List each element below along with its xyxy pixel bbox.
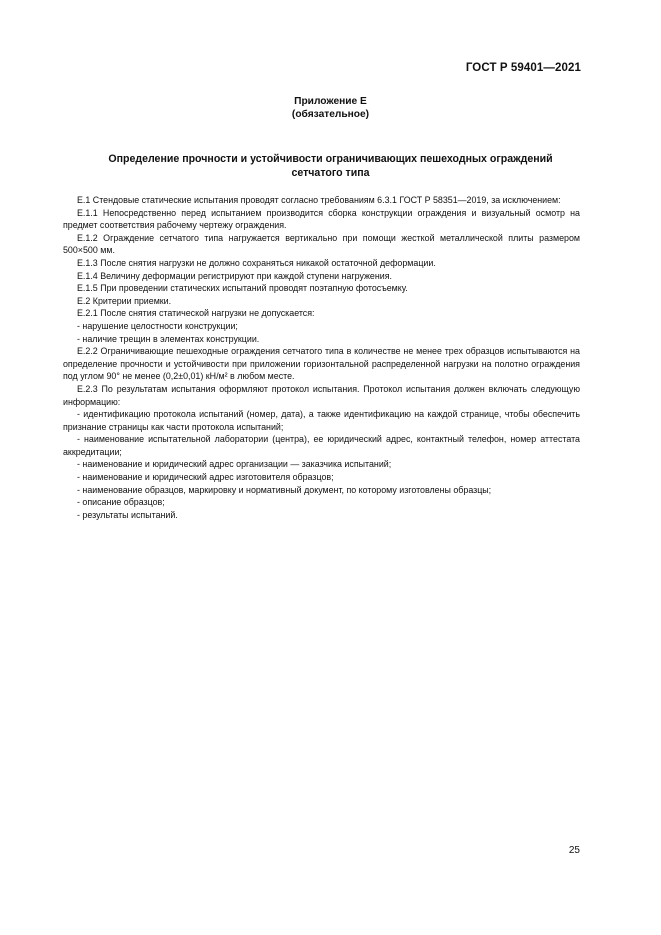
document-body — [63, 194, 580, 521]
paragraph-e1-2: Е.1.2 Ограждение сетчатого типа нагружается вертикально при помощи жесткой металлической плиты размером 500×500 мм. — [63, 232, 580, 256]
list-item: - нарушение целостности конструкции; — [77, 320, 238, 331]
document-title-line-1: Определение прочности и устойчивости ограничивающих пешеходных ограждений — [108, 153, 553, 165]
standard-code: ГОСТ Р 59401—2021 — [465, 62, 581, 74]
list-item: - наименование и юридический адрес организации — заказчика испытаний; — [77, 459, 392, 470]
list-item: - описание образцов; — [77, 497, 165, 508]
list-item: - наименование испытательной лаборатории (центра), ее юридический адрес, контактный телефон, номер аттестата аккредитации; — [63, 434, 580, 457]
appendix-heading — [0, 95, 661, 121]
appendix-title: Приложение Е — [294, 96, 367, 107]
paragraph-e1-5: Е.1.5 При проведении статических испытаний проводят поэтапную фотосъемку. — [77, 283, 408, 294]
paragraph-e1-4: Е.1.4 Величину деформации регистрируют при каждой ступени нагружения. — [77, 270, 392, 281]
list-item: - наименование образцов, маркировку и нормативный документ, по которому изготовлены образцы; — [77, 484, 492, 495]
paragraph-e2-1: Е.2.1 После снятия статической нагрузки не допускается: — [77, 308, 315, 319]
list-item: - результаты испытаний. — [77, 509, 178, 520]
paragraph-e1: Е.1 Стендовые статические испытания проводят согласно требованиям 6.3.1 ГОСТ Р 58351—2019, за исключением: — [77, 195, 561, 205]
page-number: 25 — [568, 845, 580, 856]
list-item: - идентификацию протокола испытаний (номер, дата), а также идентификацию на каждой странице, чтобы обеспечить признание страницы как части протокола испытаний; — [63, 409, 580, 432]
paragraph-e2-2: Е.2.2 Ограничивающие пешеходные ограждения сетчатого типа в количестве не менее трех образцов испытываются на определение прочности и устойчивости при приложении горизонтальной распределенной нагрузки на полотно ограждения под углом 90° не менее (0,2±0,01) кН/м² в любом месте. — [63, 346, 580, 382]
document-title — [70, 153, 591, 180]
document-title-line-2: сетчатого типа — [291, 166, 370, 179]
paragraph-e2-3: Е.2.3 По результатам испытания оформляют протокол испытания. Протокол испытания должен включать следующую информацию: — [63, 383, 580, 407]
appendix-status: (обязательное) — [291, 109, 370, 120]
paragraph-e2: Е.2 Критерии приемки. — [77, 295, 172, 306]
list-item: - наличие трещин в элементах конструкции. — [77, 333, 260, 344]
list-item: - наименование и юридический адрес изготовителя образцов; — [77, 472, 334, 483]
paragraph-e1-3: Е.1.3 После снятия нагрузки не должно сохраняться никакой остаточной деформации. — [77, 257, 436, 268]
paragraph-e1-1: Е.1.1 Непосредственно перед испытанием производится сборка конструкции ограждения и визуальный осмотр на предмет соответствия рабочему чертежу ограждения. — [63, 207, 580, 231]
